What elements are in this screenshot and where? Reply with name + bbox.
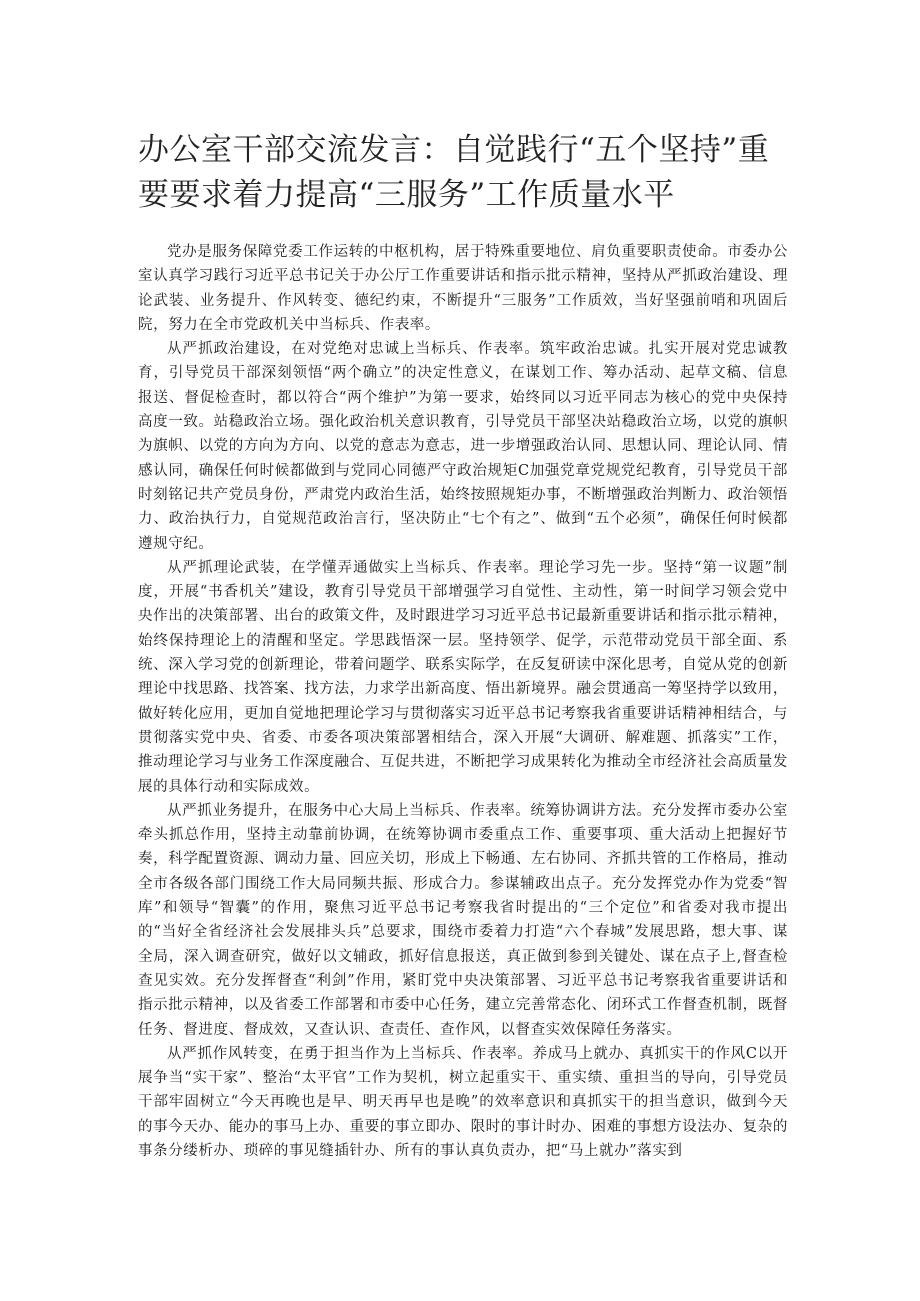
paragraph-intro: 党办是服务保障党委工作运转的中枢机构，居于特殊重要地位、肩负重要职责使命。市委办公室认真学习践行习近平总书记关于办公厅工作重要讲话和指示批示精神，坚持从严抓政治建设、理论武装、业务提升、作风转变、德纪约束，不断提升“三服务”工作质效，当好坚强前哨和巩固后院，努力在全市党政机关中当标兵、作表率。: [138, 244, 788, 333]
paragraph-political-construction: 从严抓政治建设，在对党绝对忠诚上当标兵、作表率。筑牢政治忠诚。扎实开展对党忠诚教育，引导党员干部深刻领悟“两个确立”的决定性意义，在谋划工作、筹办活动、起草文稿、信息报送、督促检查时，都以符合“两个维护”为第一要求，始终同以习近平同志为核心的党中央保持高度一致。站稳政治立场。强化政治机关意识教育，引导党员干部坚决站稳政治立场，以党的旗帜为旗帜、以党的方向为方向、以党的意志为意志，进一步增强政治认同、思想认同、理论认同、情感认同，确保任何时候都做到与党同心同德严守政治规矩C加强党章党规党纪教育，引导党员干部时刻铭记共产党员身份，严肃党内政治生活，始终按照规矩办事，不断增强政治判断力、政治领悟力、政治执行力，自觉规范政治言行，坚决防止“七个有之”、做到“五个必须”，确保任何时候都遵规守纪。: [138, 341, 788, 552]
document-body: [138, 240, 788, 1163]
paragraph-business-improvement: 从严抓业务提升，在服务中心大局上当标兵、作表率。统筹协调讲方法。充分发挥市委办公室牵头抓总作用，坚持主动靠前协调，在统筹协调市委重点工作、重要事项、重大活动上把握好节奏，科学配置资源、调动力量、回应关切，形成上下畅通、左右协同、齐抓共管的工作格局，推动全市各级各部门围绕工作大局同频共振、形成合力。参谋辅政出点子。充分发挥党办作为党委“智库”和领导“智囊”的作用，聚焦习近平总书记考察我省时提出的“三个定位”和省委对我市提出的“当好全省经济社会发展排头兵”总要求，围绕市委着力打造“六个春城”发展思路，想大事、谋全局，深入调查研究，做好以文辅政，抓好信息报送，真正做到参到关键处、谋在点子上,督查检查见实效。充分发挥督查“利剑”作用，紧盯党中央决策部署、习近平总书记考察我省重要讲话和指示批示精神，以及省委工作部署和市委中心任务，建立完善常态化、闭环式工作督查机制，既督任务、督进度、督成效，又查认识、查责任、查作风，以督查实效保障任务落实。: [138, 802, 788, 1038]
paragraph-work-style: 从严抓作风转变，在勇于担当作为上当标兵、作表率。养成马上就办、真抓实干的作风C以开展争当“实干家”、整治“太平官”工作为契机，树立起重实干、重实绩、重担当的导向，引导党员干部牢固树立“今天再晚也是早、明天再早也是晚”的效率意识和真抓实干的担当意识，做到今天的事今天办、能办的事马上办、重要的事立即办、限时的事计时办、困难的事想方设法办、复杂的事条分缕析办、琐碎的事见缝插针办、所有的事认真负责办，把“马上就办”落实到: [138, 1045, 788, 1159]
paragraph-theory-armament: 从严抓理论武装，在学懂弄通做实上当标兵、作表率。理论学习先一步。坚持“第一议题”制度，开展“书香机关”建设，教育引导党员干部增强学习自觉性、主动性，第一时间学习领会党中央作出的决策部署、出台的政策文件，及时跟进学习习近平总书记最新重要讲话和指示批示精神，始终保持理论上的清醒和坚定。学思践悟深一层。坚持领学、促学，示范带动党员干部全面、系统、深入学习党的创新理论，带着问题学、联系实际学，在反复研读中深化思考，自觉从党的创新理论中找思路、找答案、找方法，力求学出新高度、悟出新境界。融会贯通高一筹坚持学以致用，做好转化应用，更加自觉地把理论学习与贯彻落实习近平总书记考察我省重要讲话精神相结合，与贯彻落实党中央、省委、市委各项决策部署相结合，深入开展“大调研、解难题、抓落实”工作，推动理论学习与业务工作深度融合、互促共进，不断把学习成果转化为推动全市经济社会高质量发展的具体行动和实际成效。: [138, 559, 788, 795]
document-title: 办公室干部交流发言：自觉践行“五个坚持”重要要求着力提高“三服务”工作质量水平: [138, 132, 770, 213]
document-page: [138, 128, 788, 1163]
